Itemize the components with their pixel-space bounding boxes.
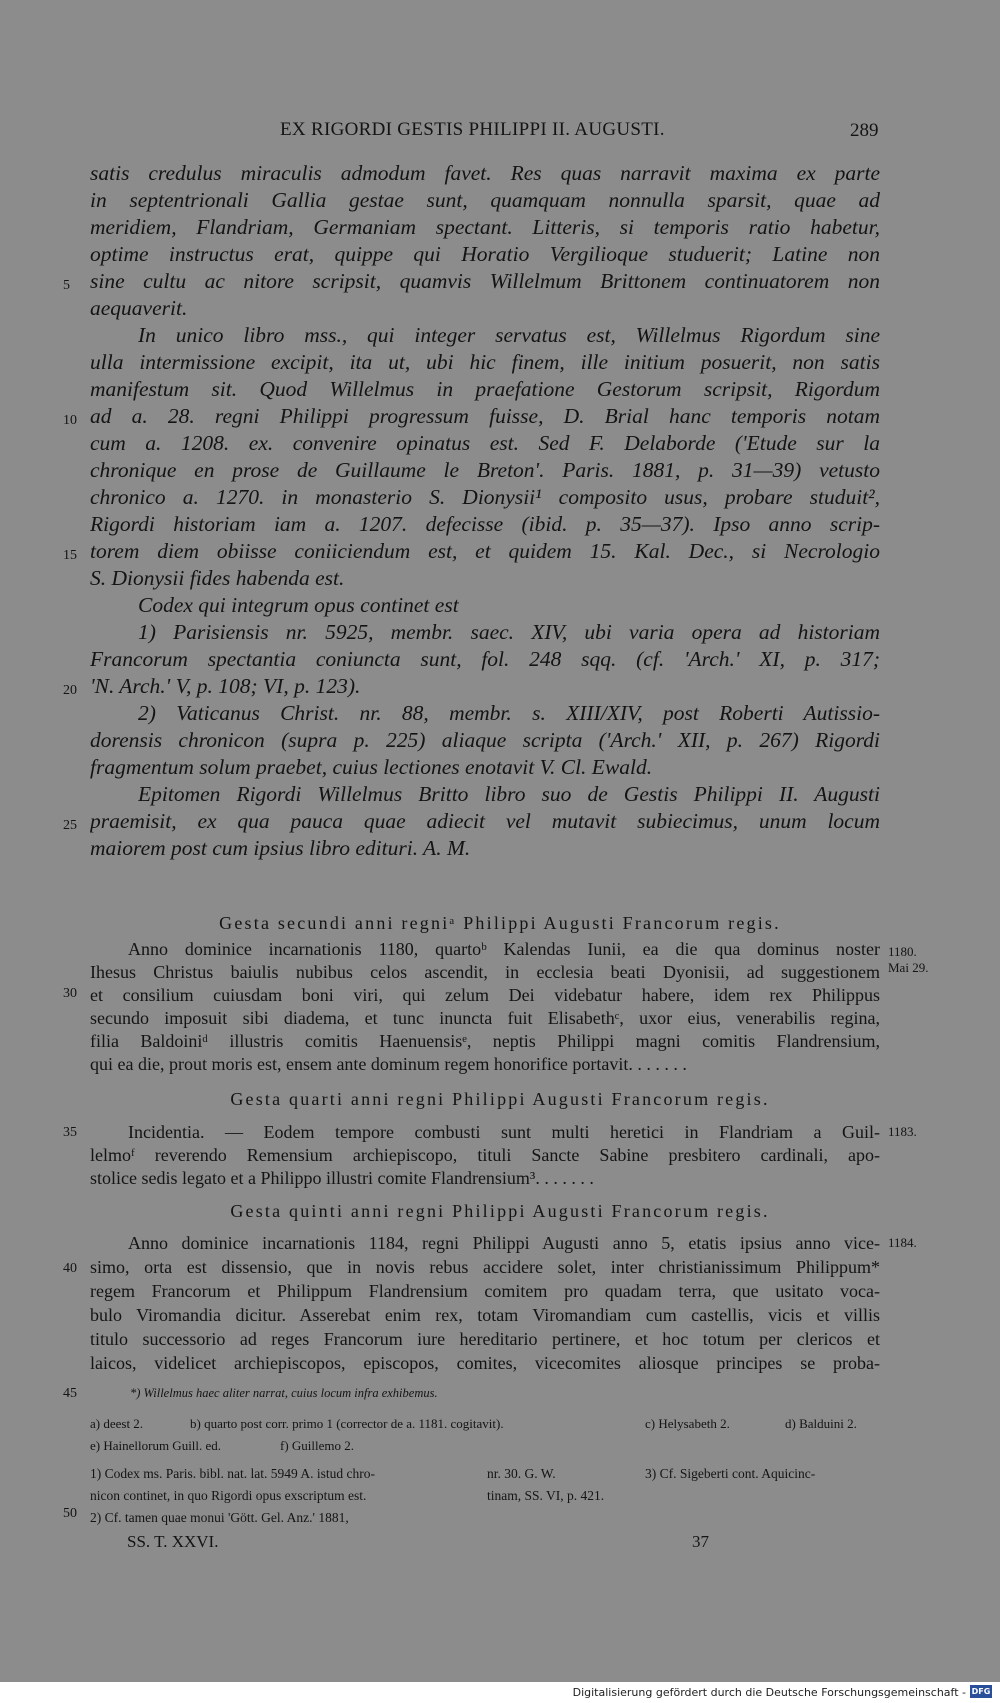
text-line: qui ea die, prout moris est, ensem ante dominum regem honorifice portavit. . . . . . .: [90, 1054, 687, 1074]
text-line: titulo successorio ad reges Francorum iure hereditario pertinere, et hoc totum per clericos et: [90, 1329, 880, 1349]
intro-line: 2) Vaticanus Christ. nr. 88, membr. s. XIII/XIV, post Roberti Autissio-: [138, 701, 880, 725]
notes-column-2: [487, 1463, 604, 1507]
page-number: 289: [850, 120, 879, 141]
section-heading: Gesta quinti anni regni Philippi Augusti Francorum regis.: [230, 1201, 770, 1221]
intro-line: S. Dionysii fides habenda est.: [90, 566, 345, 590]
section-heading: Gesta secundi anni regniᵃ Philippi Augusti Francorum regis.: [219, 913, 781, 933]
intro-line: sine cultu ac nitore scripsit, quamvis Willelmum Brittonem continuatorem non: [90, 269, 880, 293]
intro-line: Francorum spectantia coniuncta sunt, fol. 248 sqq. (cf. 'Arch.' XI, p. 317;: [90, 647, 880, 671]
text-line: Ihesus Christus baiulis nubibus celos ascendit, in ecclesia beati Dyonisii, ad suggestionem: [90, 962, 880, 982]
dfg-logo-icon: DFG: [971, 1687, 991, 1696]
intro-line: Rigordi historiam iam a. 1207. defecisse (ibid. p. 35—37). Ipso anno scrip-: [90, 512, 880, 536]
note-line: 3) Cf. Sigeberti cont. Aquicinc-: [645, 1466, 816, 1481]
intro-line: maiorem post cum ipsius libro edituri. A. M.: [90, 836, 471, 860]
intro-line: Codex qui integrum opus continet est: [138, 593, 459, 617]
margin-date: 1184.: [888, 1235, 917, 1250]
text-line: secundo imposuit sibi diadema, et tunc inuncta fuit Elisabethᶜ, uxor eius, venerabilis regina,: [90, 1008, 880, 1028]
intro-line: in septentrionali Gallia gestae sunt, quamquam nonnulla sparsit, quae ad: [90, 188, 880, 212]
text-line: Anno dominice incarnationis 1180, quartoᵇ Kalendas Iunii, ea die qua dominus noster: [128, 939, 880, 959]
intro-line: Epitomen Rigordi Willelmus Britto libro suo de Gestis Philippi II. Augusti: [138, 782, 880, 806]
variant-note: a) deest 2.: [90, 1416, 144, 1431]
notes-column-1: [90, 1463, 375, 1529]
text-line: lelmoᶠ reverendo Remensium archiepiscopo, tituli Sancte Sabine presbitero cardinali, apo-: [90, 1145, 880, 1165]
margin-date: Mai 29.: [888, 960, 929, 975]
text-line: laicos, videlicet archiepiscopos, episcopos, comites, vicecomites aliosque principes se proba-: [90, 1353, 880, 1373]
intro-line: aequaverit.: [90, 296, 188, 320]
line-number: 45: [63, 1386, 77, 1401]
signature-mark: SS. T. XXVI.: [127, 1532, 219, 1551]
intro-line: cum a. 1208. ex. convenire opinatus est. Sed F. Delaborde ('Etude sur la: [90, 431, 880, 455]
intro-line: dorensis chronicon (supra p. 225) aliaque scripta ('Arch.' XII, p. 267) Rigordi: [90, 728, 880, 752]
margin-date: 1180.: [888, 944, 917, 959]
note-line: nicon continet, in quo Rigordi opus exscriptum est.: [90, 1488, 367, 1503]
section-heading: Gesta quarti anni regni Philippi Augusti Francorum regis.: [230, 1089, 770, 1109]
text-line: stolice sedis legato et a Philippo illustri comite Flandrensium³. . . . . . .: [90, 1168, 594, 1188]
variant-note: f) Guillemo 2.: [280, 1438, 355, 1453]
variant-note: b) quarto post corr. primo 1 (corrector de a. 1181. cogitavit).: [190, 1416, 504, 1431]
text-line: Anno dominice incarnationis 1184, regni Philippi Augusti anno 5, etatis ipsius anno vice-: [128, 1233, 880, 1253]
line-number: 35: [63, 1125, 77, 1140]
footer-credit: Digitalisierung gefördert durch die Deutsche Forschungsgemeinschaft -: [572, 1686, 966, 1699]
intro-line: In unico libro mss., qui integer servatus est, Willelmus Rigordum sine: [138, 323, 880, 347]
intro-line: chronico a. 1270. in monasterio S. Dionysii¹ composito usus, probare studuit²,: [90, 485, 880, 509]
variant-note: c) Helysabeth 2.: [645, 1416, 730, 1431]
text-line: Incidentia. — Eodem tempore combusti sunt multi heretici in Flandriam a Guil-: [128, 1122, 880, 1142]
intro-line: praemisit, ex qua pauca quae adiecit vel mutavit subiecimus, unum locum: [90, 809, 880, 833]
line-number: 15: [63, 548, 77, 563]
note-line: nr. 30. G. W.: [487, 1466, 556, 1481]
note-line: tinam, SS. VI, p. 421.: [487, 1488, 605, 1503]
intro-line: optime instructus erat, quippe qui Horatio Vergilioque studuerit; Latine non: [90, 242, 880, 266]
intro-line: satis credulus miraculis admodum favet. Res quas narravit maxima ex parte: [90, 161, 880, 185]
intro-line: meridiem, Flandriam, Germaniam spectant. Litteris, si temporis ratio habetur,: [90, 215, 880, 239]
intro-line: ulla intermissione excipit, ita ut, ubi hic finem, ille initium posuerit, non satis: [90, 350, 880, 374]
intro-line: 1) Parisiensis nr. 5925, membr. saec. XIV, ubi varia opera ad historiam: [138, 620, 880, 644]
text-line: bulo Viromandia dicitur. Asserebat enim rex, totam Viromandiam cum castellis, vicis et villis: [90, 1305, 880, 1325]
text-line: et consilium cuiusdam boni viri, qui zelum Dei videbatur habere, idem rex Philippus: [90, 985, 880, 1005]
margin-date: 1183.: [888, 1124, 917, 1139]
variant-note: e) Hainellorum Guill. ed.: [90, 1438, 222, 1453]
line-number: 20: [63, 683, 77, 698]
intro-line: torem diem obiisse coniiciendum est, et quidem 15. Kal. Dec., si Necrologio: [90, 539, 880, 563]
line-number: 10: [63, 413, 77, 428]
note-line: 1) Codex ms. Paris. bibl. nat. lat. 5949 A. istud chro-: [90, 1466, 375, 1481]
notes-column-3: [645, 1463, 815, 1485]
text-line: regem Francorum et Philippum Flandrensium comitem pro quadam terra, que usitato voca-: [90, 1281, 880, 1301]
intro-line: ad a. 28. regni Philippi progressum fuisse, D. Brial hanc temporis notam: [90, 404, 880, 428]
intro-line: fragmentum solum praebet, cuius lectiones enotavit V. Cl. Ewald.: [90, 755, 653, 779]
intro-line: 'N. Arch.' V, p. 108; VI, p. 123).: [90, 674, 361, 698]
line-number: 50: [63, 1506, 77, 1521]
intro-line: manifestum sit. Quod Willelmus in praefatione Gestorum scripsit, Rigordum: [90, 377, 880, 401]
footnote-star: *) Willelmus haec aliter narrat, cuius locum infra exhibemus.: [130, 1386, 438, 1400]
line-number: 30: [63, 986, 77, 1001]
line-number: 40: [63, 1261, 77, 1276]
signature-number: 37: [692, 1532, 709, 1551]
intro-line: chronique en prose de Guillaume le Breton'. Paris. 1881, p. 31—39) vetusto: [90, 458, 880, 482]
line-number: 25: [63, 818, 77, 833]
note-line: 2) Cf. tamen quae monui 'Gött. Gel. Anz.' 1881,: [90, 1510, 349, 1525]
text-line: simo, orta est dissensio, que in novis rebus accidere solet, inter christianissimum Philippum*: [90, 1257, 880, 1277]
running-head: EX RIGORDI GESTIS PHILIPPI II. AUGUSTI.: [280, 119, 665, 140]
variant-note: d) Balduini 2.: [785, 1416, 857, 1431]
text-line: filia Baldoiniᵈ illustris comitis Haenuensisᵉ, neptis Philippi magni comitis Flandrensium,: [90, 1031, 880, 1051]
line-number: 5: [63, 278, 70, 293]
